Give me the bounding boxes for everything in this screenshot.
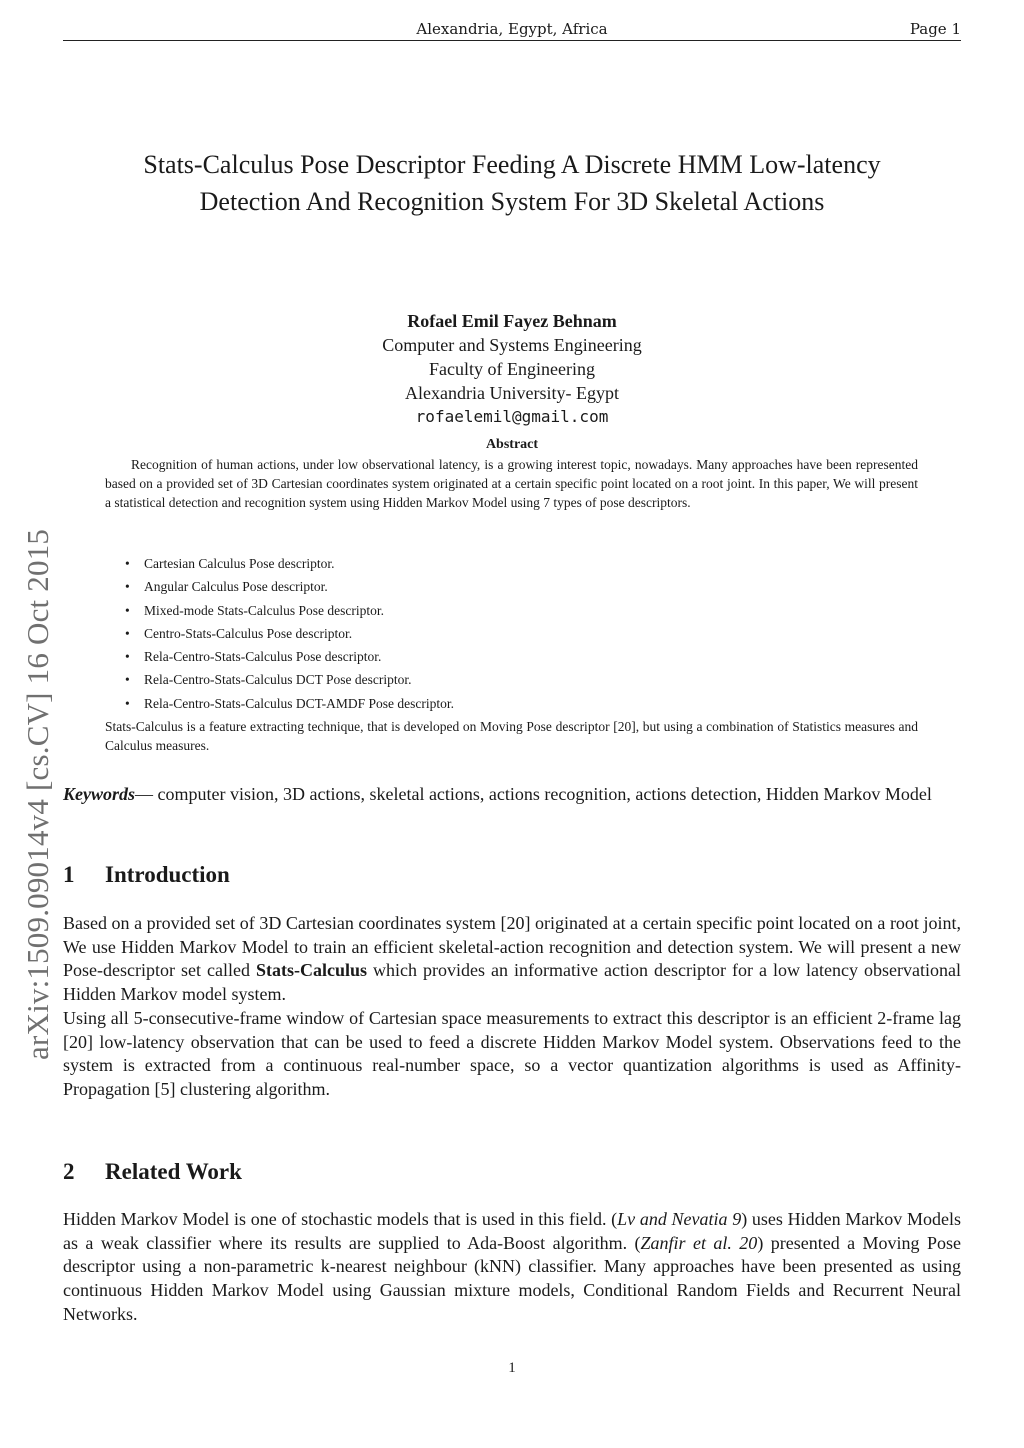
paragraph — [63, 912, 961, 1007]
list-item: • Cartesian Calculus Pose descriptor. — [105, 552, 918, 575]
abstract-closing: Stats-Calculus is a feature extracting technique, that is developed on Moving Pose descriptor [20], but using a combination of Statistics measures and Calculus measures. — [105, 719, 918, 753]
citation: Zanfir et al. 20 — [640, 1232, 758, 1253]
related-work-body — [63, 1208, 961, 1327]
author-email[interactable]: rofaelemil@gmail.com — [415, 407, 609, 426]
title-line-2: Detection And Recognition System For 3D Skeletal Actions — [199, 187, 825, 216]
paper-title — [63, 146, 961, 220]
abstract-heading: Abstract — [485, 437, 539, 452]
paragraph — [63, 1208, 961, 1327]
text-run: ) uses Hidden Markov Models as a weak classifier where its results are supplied to Ada-Boost algorithm. ( — [63, 1209, 961, 1253]
list-item: • Rela-Centro-Stats-Calculus Pose descriptor. — [105, 645, 918, 668]
author-block — [63, 309, 961, 429]
arxiv-sidebar-stamp: arXiv:1509.09014v4 [cs.CV] 16 Oct 2015 — [20, 528, 55, 1060]
running-header — [63, 18, 961, 41]
introduction-body — [63, 912, 961, 1102]
text-run: Based on a provided set of 3D Cartesian coordinates system [20] originated at a certain specific point located on a root joint, We use Hidden Markov Model to train an efficient skeletal-action recognition and detection system. We will present a new Pose-descriptor set called — [63, 913, 961, 981]
emphasis-term: Stats-Calculus — [256, 960, 368, 981]
section-number: 2 — [63, 1159, 75, 1184]
author-dept: Computer and Systems Engineering — [382, 335, 642, 355]
author-faculty: Faculty of Engineering — [429, 359, 595, 379]
section-heading-introduction — [63, 862, 230, 888]
section-number: 1 — [63, 862, 75, 887]
text-run: ) presented a Moving Pose descriptor using a non-parametric k-nearest neighbour (kNN) classifier. Many approaches have been presented as using continuous Hidden Markov Model using Gaussian mixture models, Conditional Random Fields and Recurrent Neural Networks. — [63, 1232, 961, 1324]
title-line-1: Stats-Calculus Pose Descriptor Feeding A Discrete HMM Low-latency — [143, 150, 881, 179]
citation: Lv and Nevatia 9 — [617, 1209, 742, 1229]
keywords-label: Keywords — [63, 784, 135, 804]
descriptor-list — [105, 552, 918, 715]
text-run: Hidden Markov Model is one of stochastic models that is used in this field. ( — [63, 1209, 618, 1229]
section-title: Related Work — [105, 1159, 242, 1184]
page-number: 1 — [508, 1360, 516, 1376]
list-item: • Angular Calculus Pose descriptor. — [105, 575, 918, 598]
abstract-text: Recognition of human actions, under low observational latency, is a growing interest topic, nowadays. Many approaches have been represented based on a provided set of 3D Cartesian coordinates system originated at a certain specific point located on a root joint. In this paper, We will present a statistical detection and recognition system using Hidden Markov Model using 7 types of pose descriptors. — [105, 457, 918, 510]
author-university: Alexandria University- Egypt — [405, 383, 619, 403]
header-page-label: Page 1 — [909, 20, 961, 38]
section-heading-related-work — [63, 1159, 242, 1185]
keywords-text: — computer vision, 3D actions, skeletal actions, actions recognition, actions detection, Hidden Markov Model — [135, 784, 932, 804]
text-run: which provides an informative action descriptor for a low latency observational Hidden Markov model system. — [63, 960, 962, 1005]
list-item: • Mixed-mode Stats-Calculus Pose descriptor. — [105, 599, 918, 622]
list-item: • Rela-Centro-Stats-Calculus DCT Pose descriptor. — [105, 668, 918, 691]
list-item: • Rela-Centro-Stats-Calculus DCT-AMDF Pose descriptor. — [105, 692, 918, 715]
list-item: • Centro-Stats-Calculus Pose descriptor. — [105, 622, 918, 645]
keywords — [63, 782, 961, 806]
author-name: Rofael Emil Fayez Behnam — [407, 311, 617, 331]
header-location: Alexandria, Egypt, Africa — [416, 20, 608, 38]
section-title: Introduction — [105, 862, 230, 887]
paragraph: Using all 5-consecutive-frame window of Cartesian space measurements to extract this descriptor is an efficient 2-frame lag [20] low-latency observation that can be used to feed a discrete Hidden Markov Model system. Observations feed to the system is extracted from a continuous real-number space, so a vector quantization algorithms is used as Affinity-Propagation [5] clustering algorithm. — [63, 1007, 961, 1099]
